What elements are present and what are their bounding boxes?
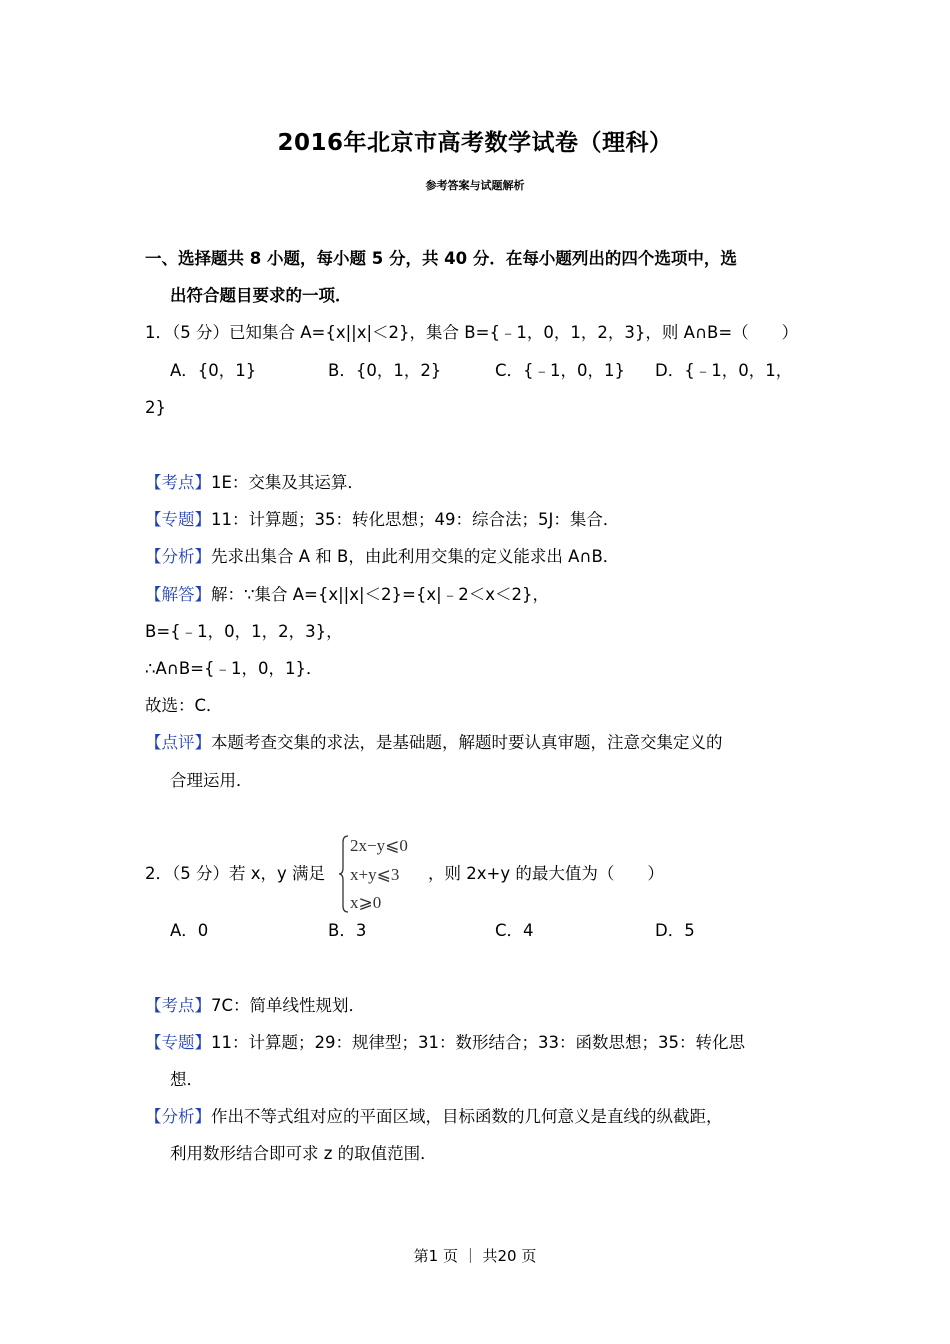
- q1-option-d-cont: 2}: [145, 398, 166, 417]
- q2-fenxi-cont: 利用数形结合即可求 z 的取值范围．: [170, 1144, 437, 1163]
- page-footer: 第1 页 ｜ 共20 页: [413, 1247, 537, 1265]
- q2-option-c: C．4: [495, 921, 534, 940]
- q2-option-a: A．0: [170, 921, 209, 940]
- q2-option-b: B．3: [328, 921, 367, 940]
- fenxi-tag: 【分析】: [145, 1107, 211, 1126]
- q1-jieda-line3: ∴A∩B={﹣1，0，1}．: [145, 659, 323, 678]
- kaodian-tag: 【考点】: [145, 473, 211, 492]
- zhuanti-tag: 【专题】: [145, 510, 211, 529]
- inequality-row-1: 2x−y⩽0: [350, 836, 408, 855]
- inequality-row-3: x⩾0: [350, 893, 382, 912]
- q1-option-d: D．{﹣1，0，1，: [655, 361, 793, 380]
- q1-dianping: 【点评】本题考查交集的求法，是基础题，解题时要认真审题，注意交集定义的: [145, 733, 723, 752]
- q2-zhuanti-cont: 想．: [170, 1070, 203, 1089]
- q1-kaodian: 【考点】1E：交集及其运算．: [145, 473, 364, 492]
- q2-option-d: D．5: [655, 921, 695, 940]
- zhuanti-tag: 【专题】: [145, 1033, 211, 1052]
- q2-stem-pre: 2．（5 分）若 x，y 满足: [145, 864, 326, 883]
- q1-option-c: C．{﹣1，0，1}: [495, 361, 626, 380]
- inequality-row-2: x+y⩽3: [350, 865, 400, 884]
- page-title: 2016年北京市高考数学试卷（理科）: [277, 130, 673, 156]
- q2-kaodian: 【考点】7C：简单线性规划．: [145, 996, 366, 1015]
- dianping-tag: 【点评】: [145, 733, 211, 752]
- q1-option-a: A．{0，1}: [170, 361, 257, 380]
- q1-fenxi: 【分析】先求出集合 A 和 B，由此利用交集的定义能求出 A∩B．: [145, 547, 620, 566]
- q1-answer: 故选：C．: [145, 696, 223, 715]
- fenxi-tag: 【分析】: [145, 547, 211, 566]
- q2-zhuanti: 【专题】11：计算题；29：规律型；31：数形结合；33：函数思想；35：转化思: [145, 1033, 745, 1052]
- inequality-system: [338, 834, 428, 914]
- section-heading-cont: 出符合题目要求的一项．: [170, 286, 352, 305]
- q1-option-b: B．{0，1，2}: [328, 361, 442, 380]
- jieda-tag: 【解答】: [145, 585, 211, 604]
- page-subtitle: 参考答案与试题解析: [425, 179, 525, 192]
- q2-stem-post: ，则 2x+y 的最大值为（ ）: [428, 864, 664, 883]
- q1-zhuanti: 【专题】11：计算题；35：转化思想；49：综合法；5J：集合．: [145, 510, 620, 529]
- q1-jieda-line2: B={﹣1，0，1，2，3}，: [145, 622, 343, 641]
- q1-jieda: 【解答】解：∵集合 A={x||x|＜2}={x|﹣2＜x＜2}，: [145, 585, 549, 604]
- section-heading: 一、选择题共 8 小题，每小题 5 分，共 40 分．在每小题列出的四个选项中，选: [145, 249, 737, 268]
- q1-dianping-cont: 合理运用．: [170, 771, 253, 790]
- q2-fenxi: 【分析】作出不等式组对应的平面区域，目标函数的几何意义是直线的纵截距，: [145, 1107, 723, 1126]
- q1-stem: 1．（5 分）已知集合 A={x||x|＜2}，集合 B={﹣1，0，1，2，3}，则 A∩B=（ ）: [145, 323, 799, 342]
- left-brace-icon: [338, 834, 350, 914]
- kaodian-tag: 【考点】: [145, 996, 211, 1015]
